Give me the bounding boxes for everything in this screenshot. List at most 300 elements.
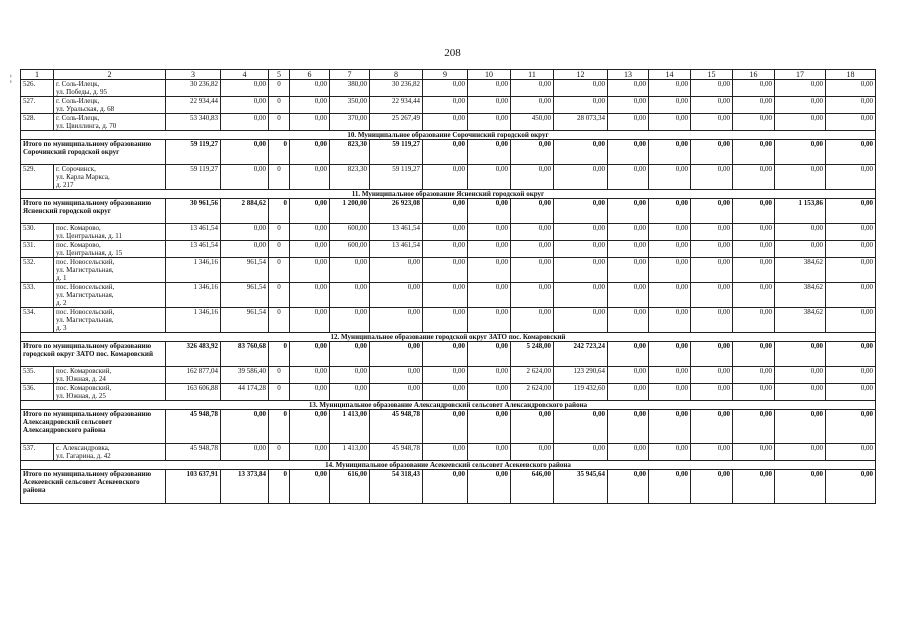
column-header: 12: [554, 70, 608, 80]
row-number: 529.: [21, 165, 54, 190]
table-cell: 0,00: [691, 97, 733, 114]
table-cell: 0,00: [608, 241, 649, 258]
table-cell: 0,00: [733, 114, 775, 131]
table-cell: 0: [269, 410, 290, 444]
table-cell: 0,00: [554, 224, 608, 241]
table-cell: 0: [269, 97, 290, 114]
table-cell: 0,00: [423, 308, 468, 333]
table-cell: 0,00: [608, 199, 649, 224]
table-cell: 0,00: [826, 470, 876, 504]
table-cell: 0,00: [691, 308, 733, 333]
table-row: [21, 224, 876, 241]
table-cell: 0,00: [290, 165, 330, 190]
table-cell: 0,00: [691, 342, 733, 367]
table-cell: 0,00: [511, 410, 554, 444]
table-cell: 0,00: [221, 80, 269, 97]
table-cell: 0,00: [691, 367, 733, 384]
table-cell: 0,00: [649, 470, 691, 504]
table-cell: 0,00: [511, 199, 554, 224]
table-cell: 0,00: [423, 80, 468, 97]
table-cell: 0,00: [775, 367, 826, 384]
table-cell: 0,00: [608, 470, 649, 504]
table-cell: 44 174,28: [221, 384, 269, 401]
table-cell: 0: [269, 165, 290, 190]
table-cell: 0,00: [649, 241, 691, 258]
column-header: 16: [733, 70, 775, 80]
table-cell: 123 290,64: [554, 367, 608, 384]
table-cell: 961,54: [221, 308, 269, 333]
table-cell: 961,54: [221, 258, 269, 283]
table-row: [21, 165, 876, 190]
table-cell: 0,00: [554, 199, 608, 224]
table-cell: 0,00: [554, 444, 608, 461]
table-cell: 0,00: [511, 97, 554, 114]
table-cell: 0,00: [554, 241, 608, 258]
table-cell: 0,00: [733, 308, 775, 333]
table-cell: 616,00: [330, 470, 370, 504]
table-cell: 0,00: [511, 224, 554, 241]
table-cell: 13 461,54: [370, 224, 423, 241]
table-cell: 1 346,16: [166, 258, 221, 283]
table-cell: 0,00: [691, 199, 733, 224]
table-cell: 0: [269, 308, 290, 333]
table-cell: 0,00: [691, 140, 733, 165]
table-cell: 0,00: [221, 140, 269, 165]
table-cell: 0,00: [733, 165, 775, 190]
table-cell: 0,00: [554, 283, 608, 308]
table-cell: 0,00: [649, 342, 691, 367]
table-cell: 13 461,54: [166, 224, 221, 241]
table-header-row: [21, 70, 876, 80]
table-cell: 0,00: [649, 114, 691, 131]
table-cell: 39 586,40: [221, 367, 269, 384]
table-cell: 0,00: [511, 283, 554, 308]
table-row: [21, 114, 876, 131]
column-header: 13: [608, 70, 649, 80]
column-header: 15: [691, 70, 733, 80]
table-cell: 45 948,78: [166, 444, 221, 461]
table-cell: 0,00: [608, 224, 649, 241]
table-cell: 326 483,92: [166, 342, 221, 367]
total-row: [21, 410, 876, 444]
table-cell: 0,00: [423, 410, 468, 444]
table-cell: 0,00: [221, 410, 269, 444]
table-row: [21, 444, 876, 461]
row-number: 526.: [21, 80, 54, 97]
table-cell: 0,00: [370, 258, 423, 283]
table-cell: 0,00: [554, 410, 608, 444]
table-cell: 1 413,00: [330, 410, 370, 444]
table-cell: 0,00: [330, 367, 370, 384]
table-cell: 0,00: [221, 241, 269, 258]
table-cell: 0,00: [423, 241, 468, 258]
table-cell: 0,00: [423, 342, 468, 367]
table-cell: 59 119,27: [370, 140, 423, 165]
table-cell: 0,00: [826, 140, 876, 165]
table-cell: 103 637,91: [166, 470, 221, 504]
table-cell: 0: [269, 80, 290, 97]
table-cell: 45 948,78: [370, 410, 423, 444]
table-cell: 0,00: [649, 258, 691, 283]
address-cell: пос. Комарово, ул. Центральная, д. 11: [54, 224, 166, 241]
address-cell: пос. Комаровский, ул. Южная, д. 24: [54, 367, 166, 384]
total-label: Итого по муниципальному образованию Асекеевский сельсовет Асекеевского района: [21, 470, 166, 504]
section-title: 14. Муниципальное образование Асекеевский сельсовет Асекеевского района: [21, 461, 876, 470]
table-cell: 0,00: [826, 80, 876, 97]
table-cell: 0,00: [290, 367, 330, 384]
table-cell: 162 877,04: [166, 367, 221, 384]
table-cell: 83 760,68: [221, 342, 269, 367]
table-cell: 0,00: [733, 342, 775, 367]
row-number: 531.: [21, 241, 54, 258]
section-title-row: [21, 131, 876, 140]
table-cell: 0,00: [290, 199, 330, 224]
table-cell: 1 153,86: [775, 199, 826, 224]
table-cell: 0,00: [649, 444, 691, 461]
table-cell: 0,00: [691, 224, 733, 241]
total-label: Итого по муниципальному образованию городской округ ЗАТО пос. Комаровский: [21, 342, 166, 367]
table-cell: 0,00: [423, 470, 468, 504]
table-cell: 0: [269, 367, 290, 384]
row-number: 534.: [21, 308, 54, 333]
table-cell: 0,00: [511, 80, 554, 97]
table-cell: 0,00: [649, 224, 691, 241]
table-cell: 13 461,54: [370, 241, 423, 258]
table-cell: 0,00: [775, 470, 826, 504]
table-cell: 0,00: [775, 114, 826, 131]
table-cell: 0,00: [775, 410, 826, 444]
table-cell: 0,00: [423, 444, 468, 461]
table-cell: 0,00: [468, 114, 511, 131]
table-cell: 1 346,16: [166, 308, 221, 333]
table-cell: 0,00: [775, 97, 826, 114]
table-cell: 1 413,00: [330, 444, 370, 461]
table-cell: 0,00: [826, 97, 876, 114]
table-cell: 0,00: [511, 140, 554, 165]
table-cell: 0,00: [423, 384, 468, 401]
table-cell: 380,00: [330, 80, 370, 97]
table-cell: 0,00: [423, 199, 468, 224]
table-cell: 370,00: [330, 114, 370, 131]
table-cell: 0,00: [554, 165, 608, 190]
table-cell: 0,00: [649, 367, 691, 384]
table-cell: 0,00: [423, 367, 468, 384]
table-cell: 0,00: [290, 308, 330, 333]
table-cell: 0,00: [649, 165, 691, 190]
table-cell: 0,00: [826, 367, 876, 384]
left-margin-mark: ¦: [10, 73, 12, 83]
table-cell: 0,00: [733, 384, 775, 401]
table-cell: 119 432,60: [554, 384, 608, 401]
table-cell: 0,00: [733, 367, 775, 384]
table-cell: 0,00: [649, 384, 691, 401]
section-title: 13. Муниципальное образование Александровский сельсовет Александровского района: [21, 401, 876, 410]
address-cell: пос. Комарово, ул. Центральная, д. 15: [54, 241, 166, 258]
table-row: [21, 258, 876, 283]
table-cell: 0,00: [608, 140, 649, 165]
table-cell: 0,00: [733, 80, 775, 97]
table-cell: 0,00: [468, 140, 511, 165]
table-cell: 0,00: [511, 258, 554, 283]
table-cell: 0,00: [608, 283, 649, 308]
table-cell: 0,00: [290, 224, 330, 241]
table-cell: 0,00: [290, 410, 330, 444]
data-table: [20, 69, 876, 504]
table-cell: 0,00: [423, 165, 468, 190]
table-cell: 163 606,88: [166, 384, 221, 401]
table-cell: 2 884,62: [221, 199, 269, 224]
table-cell: 0,00: [290, 470, 330, 504]
section-title-row: [21, 333, 876, 342]
table-cell: 0,00: [370, 367, 423, 384]
column-header: 14: [649, 70, 691, 80]
table-cell: 961,54: [221, 283, 269, 308]
table-cell: 0: [269, 258, 290, 283]
table-cell: 0,00: [649, 199, 691, 224]
table-cell: 0,00: [826, 283, 876, 308]
table-cell: 0,00: [826, 384, 876, 401]
row-number: 530.: [21, 224, 54, 241]
table-cell: 0,00: [691, 384, 733, 401]
table-cell: 0,00: [733, 97, 775, 114]
section-title: 12. Муниципальное образование городской округ ЗАТО пос. Комаровский: [21, 333, 876, 342]
column-header: 3: [166, 70, 221, 80]
total-label: Итого по муниципальному образованию Сорочинский городской округ: [21, 140, 166, 165]
total-row: [21, 470, 876, 504]
column-header: 6: [290, 70, 330, 80]
table-cell: 0,00: [649, 80, 691, 97]
table-cell: 0,00: [290, 80, 330, 97]
table-cell: 0,00: [826, 308, 876, 333]
table-cell: 59 119,27: [166, 140, 221, 165]
row-number: 532.: [21, 258, 54, 283]
table-cell: 0,00: [468, 308, 511, 333]
table-cell: 0,00: [733, 410, 775, 444]
table-cell: 0,00: [468, 470, 511, 504]
table-cell: 0,00: [691, 258, 733, 283]
table-cell: 0,00: [608, 114, 649, 131]
table-row: [21, 241, 876, 258]
table-cell: 0: [269, 470, 290, 504]
table-cell: 0,00: [826, 241, 876, 258]
table-cell: 0,00: [290, 97, 330, 114]
table-body: [21, 70, 876, 504]
table-cell: 646,00: [511, 470, 554, 504]
table-cell: 0,00: [423, 224, 468, 241]
table-row: [21, 367, 876, 384]
section-title-row: [21, 461, 876, 470]
table-cell: 0,00: [330, 283, 370, 308]
address-cell: с. Александровка, ул. Гагарина, д. 42: [54, 444, 166, 461]
table-cell: 0,00: [468, 258, 511, 283]
table-cell: 22 934,44: [370, 97, 423, 114]
address-cell: г. Соль-Илецк, ул. Цвиллинга, д. 70: [54, 114, 166, 131]
table-cell: 59 119,27: [166, 165, 221, 190]
table-cell: 22 934,44: [166, 97, 221, 114]
table-cell: 0,00: [423, 97, 468, 114]
column-header: 7: [330, 70, 370, 80]
column-header: 5: [269, 70, 290, 80]
table-cell: 0,00: [775, 444, 826, 461]
table-cell: 5 248,00: [511, 342, 554, 367]
column-header: 1: [21, 70, 54, 80]
table-cell: 0,00: [608, 342, 649, 367]
table-cell: 0,00: [468, 80, 511, 97]
table-cell: 54 318,43: [370, 470, 423, 504]
table-cell: 0,00: [423, 283, 468, 308]
table-cell: 600,00: [330, 241, 370, 258]
table-cell: 0,00: [826, 199, 876, 224]
table-cell: 13 373,84: [221, 470, 269, 504]
table-cell: 350,00: [330, 97, 370, 114]
table-cell: 0,00: [649, 140, 691, 165]
table-cell: 0,00: [221, 114, 269, 131]
table-cell: 823,30: [330, 140, 370, 165]
table-cell: 0,00: [468, 283, 511, 308]
table-cell: 25 267,49: [370, 114, 423, 131]
table-cell: 0,00: [608, 444, 649, 461]
table-cell: 0,00: [468, 224, 511, 241]
table-cell: 0,00: [691, 80, 733, 97]
table-cell: 600,00: [330, 224, 370, 241]
table-cell: 0,00: [608, 97, 649, 114]
table-cell: 0,00: [468, 342, 511, 367]
table-cell: 242 723,24: [554, 342, 608, 367]
table-cell: 0,00: [221, 224, 269, 241]
table-cell: 0,00: [691, 283, 733, 308]
address-cell: г. Соль-Илецк, ул. Победы, д. 95: [54, 80, 166, 97]
table-cell: 0,00: [290, 114, 330, 131]
table-cell: 0,00: [370, 342, 423, 367]
column-header: 9: [423, 70, 468, 80]
table-cell: 0,00: [290, 283, 330, 308]
table-cell: 0,00: [468, 410, 511, 444]
section-title: 11. Муниципальное образование Ясненский городской округ: [21, 190, 876, 199]
total-label: Итого по муниципальному образованию Александровский сельсовет Александровского района: [21, 410, 166, 444]
total-row: [21, 140, 876, 165]
table-cell: 0,00: [554, 97, 608, 114]
table-cell: 823,30: [330, 165, 370, 190]
table-cell: 0,00: [608, 258, 649, 283]
table-cell: 0,00: [221, 444, 269, 461]
table-cell: 0,00: [370, 384, 423, 401]
total-row: [21, 342, 876, 367]
table-cell: 0,00: [733, 140, 775, 165]
table-cell: 0,00: [826, 410, 876, 444]
table-cell: 0,00: [290, 444, 330, 461]
table-cell: 0,00: [826, 258, 876, 283]
table-cell: 0: [269, 224, 290, 241]
table-cell: 0,00: [608, 410, 649, 444]
table-cell: 0,00: [330, 384, 370, 401]
row-number: 533.: [21, 283, 54, 308]
table-cell: 0: [269, 114, 290, 131]
table-cell: 45 948,78: [166, 410, 221, 444]
table-cell: 0,00: [649, 97, 691, 114]
column-header: 4: [221, 70, 269, 80]
table-cell: 30 961,56: [166, 199, 221, 224]
table-cell: 0,00: [554, 80, 608, 97]
table-cell: 450,00: [511, 114, 554, 131]
table-cell: 0,00: [290, 140, 330, 165]
table-cell: 0,00: [221, 97, 269, 114]
table-cell: 53 340,83: [166, 114, 221, 131]
table-cell: 0,00: [649, 283, 691, 308]
table-cell: 0,00: [826, 114, 876, 131]
table-cell: 0,00: [775, 342, 826, 367]
table-cell: 384,62: [775, 283, 826, 308]
table-cell: 0,00: [691, 410, 733, 444]
column-header: 11: [511, 70, 554, 80]
table-cell: 1 200,00: [330, 199, 370, 224]
table-cell: 2 624,00: [511, 384, 554, 401]
table-row: [21, 80, 876, 97]
table-cell: 59 119,27: [370, 165, 423, 190]
table-cell: 1 346,16: [166, 283, 221, 308]
table-cell: 28 073,34: [554, 114, 608, 131]
table-cell: 0,00: [423, 114, 468, 131]
table-cell: 0,00: [290, 258, 330, 283]
table-cell: 26 923,08: [370, 199, 423, 224]
table-cell: 0,00: [423, 140, 468, 165]
table-row: [21, 283, 876, 308]
column-header: 10: [468, 70, 511, 80]
table-cell: 0,00: [733, 241, 775, 258]
table-cell: 0,00: [775, 140, 826, 165]
table-cell: 0,00: [608, 165, 649, 190]
table-cell: 0,00: [330, 258, 370, 283]
table-cell: 0: [269, 342, 290, 367]
table-cell: 0,00: [290, 342, 330, 367]
address-cell: пос. Новосельский, ул. Магистральная, д. 3: [54, 308, 166, 333]
table-cell: 0,00: [468, 384, 511, 401]
table-cell: 0,00: [733, 199, 775, 224]
table-cell: 0,00: [691, 444, 733, 461]
table-cell: 0,00: [554, 308, 608, 333]
total-row: [21, 199, 876, 224]
section-title: 10. Муниципальное образование Сорочинский городской округ: [21, 131, 876, 140]
table-cell: 0,00: [775, 384, 826, 401]
table-cell: 0,00: [221, 165, 269, 190]
table-cell: 0: [269, 384, 290, 401]
table-cell: 0,00: [554, 140, 608, 165]
table-cell: 0,00: [468, 444, 511, 461]
table-cell: 0,00: [423, 258, 468, 283]
column-header: 2: [54, 70, 166, 80]
row-number: 537.: [21, 444, 54, 461]
table-cell: 0,00: [511, 444, 554, 461]
table-cell: 0,00: [290, 384, 330, 401]
table-cell: 384,62: [775, 258, 826, 283]
table-cell: 0,00: [511, 308, 554, 333]
table-cell: 384,62: [775, 308, 826, 333]
page-number: 208: [444, 47, 461, 59]
table-cell: 0,00: [733, 444, 775, 461]
table-cell: 0,00: [775, 241, 826, 258]
table-cell: 0: [269, 444, 290, 461]
section-title-row: [21, 190, 876, 199]
table-cell: 0,00: [290, 241, 330, 258]
section-title-row: [21, 401, 876, 410]
table-cell: 0: [269, 241, 290, 258]
table-cell: 0,00: [468, 367, 511, 384]
table-cell: 0: [269, 283, 290, 308]
row-number: 528.: [21, 114, 54, 131]
address-cell: пос. Новосельский, ул. Магистральная, д. 2: [54, 283, 166, 308]
column-header: 17: [775, 70, 826, 80]
table-cell: 0,00: [826, 224, 876, 241]
table-cell: 0,00: [330, 308, 370, 333]
